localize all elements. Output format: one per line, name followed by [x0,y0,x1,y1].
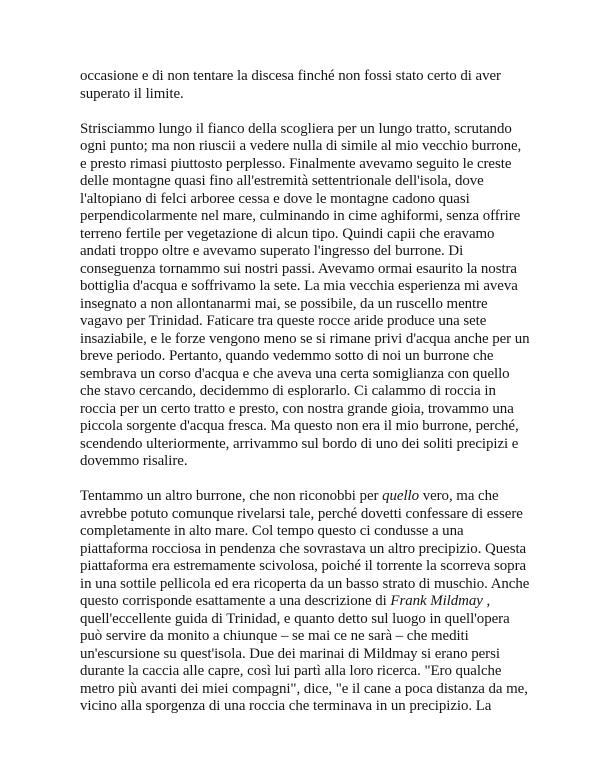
text-segment: occasione e di non tentare la discesa finché non fossi stato certo di aver [80,68,501,84]
text-line [80,681,540,699]
text-segment: scendendo ulteriormente, arrivammo sul bordo di uno dei soliti precipizi e [80,435,519,452]
text-line [80,156,540,174]
text-segment: delle montagne quasi fino all'estremità settentrionale dell'isola, dove [80,173,484,189]
text-line [80,576,540,594]
text-line [80,628,540,646]
text-segment: dovemmo risalire. [80,453,188,469]
text-segment: può servire da monito a chiunque – se mai ce ne sarà – che mediti [80,628,469,644]
text-line [80,348,540,366]
text-segment: insegnato a non allontanarmi mai, se possibile, da un ruscello mentre [80,295,488,312]
text-segment: piattaforma era estremamente scivolosa, poiché il torrente la scorreva sopra [80,558,527,574]
text-line [80,541,540,559]
text-segment: vicino alla sporgenza di una roccia che terminava in un precipizio. La [80,698,492,714]
paragraph [80,68,540,103]
text-segment: un'escursione su quest'isola. Due dei marinai di Mildmay si erano persi [80,645,500,662]
text-segment: ogni punto; ma non riuscii a vedere nulla di simile al mio vecchio burrone, [80,138,522,154]
text-segment: breve periodo. Pertanto, quando vedemmo sotto di noi un burrone che [80,348,494,364]
text-segment: questo corrisponde esattamente a una descrizione di [80,593,391,609]
text-line [80,68,540,86]
text-line [80,593,540,611]
text-line [80,646,540,664]
text-segment: avrebbe potuto comunque rivelarsi tale, perché dovetti confessare di essere [80,505,523,522]
text-segment: terreno fertile per vegetazione di alcun tipo. Quindi capii che eravamo [80,225,495,242]
text-segment: quell'eccellente guida di Trinidad, e quanto detto sul luogo in quell'opera [80,610,510,627]
text-line [80,331,540,349]
text-line [80,366,540,384]
text-line [80,86,540,104]
italic-text: quello [382,488,420,504]
text-segment: superato il limite. [80,85,184,102]
text-segment: piattaforma rocciosa in pendenza che sovrastava un altro precipizio. Questa [80,540,527,557]
document-page [80,68,540,716]
text-line [80,261,540,279]
text-segment: , [482,593,491,609]
text-segment: insaziabile, e le forze vengono meno se si rimane privi d'acqua anche per un [80,330,530,347]
text-line [80,663,540,681]
text-line [80,138,540,156]
text-segment: vero, ma che [419,488,499,504]
paragraph [80,121,540,471]
text-line [80,191,540,209]
text-line [80,453,540,471]
text-line [80,173,540,191]
text-segment: metro più avanti dei miei compagni", dice, "e il cane a poca distanza da me, [80,680,528,697]
text-segment: che stavo cercando, decidemmo di esplorarlo. Ci calammo di roccia in [80,383,496,399]
text-line [80,383,540,401]
text-line [80,698,540,716]
text-segment: conseguenza tornammo sui nostri passi. Avevamo ormai esaurito la nostra [80,260,517,277]
text-segment: piccola sorgente d'acqua fresca. Ma questo non era il mio burrone, perché, [80,418,519,434]
text-line [80,418,540,436]
text-line [80,208,540,226]
text-line [80,226,540,244]
text-line [80,523,540,541]
text-segment: e presto rimasi piuttosto perplesso. Finalmente avevamo seguito le creste [80,155,512,172]
text-line [80,506,540,524]
text-line [80,436,540,454]
text-segment: vagavo per Trinidad. Faticare tra queste rocce aride produce una sete [80,313,487,329]
text-line [80,488,540,506]
text-line [80,401,540,419]
text-segment: Tentammo un altro burrone, che non riconobbi per [80,488,383,504]
text-segment: l'altopiano di felci arboree cessa e dove le montagne cadono quasi [80,190,470,207]
text-line [80,121,540,139]
italic-text: Frank Mildmay [390,593,483,609]
text-line [80,611,540,629]
text-segment: roccia per un certo tratto e presto, con nostra grande gioia, trovammo una [80,400,514,417]
text-line [80,558,540,576]
text-segment: sembrava un corso d'acqua e che aveva una certa somiglianza con quello [80,365,510,382]
text-segment: durante la caccia alle capre, così lui partì alla loro ricerca. "Ero qualche [80,663,502,679]
text-segment: perpendicolarmente nel mare, culminando in cime aghiformi, senza offrire [80,208,521,224]
text-segment: bottiglia d'acqua e soffrivamo la sete. La mia vecchia esperienza mi aveva [80,278,518,294]
text-line [80,313,540,331]
text-segment: Strisciammo lungo il fianco della scogliera per un lungo tratto, scrutando [80,120,512,137]
text-segment: in una sottile pellicola ed era ricoperta da un basso strato di muschio. Anche [80,575,530,592]
text-line [80,243,540,261]
text-segment: andati troppo oltre e avevamo superato l'ingresso del burrone. Di [80,243,464,259]
text-line [80,278,540,296]
text-segment: completamente in alto mare. Col tempo questo ci condusse a una [80,523,464,539]
text-line [80,296,540,314]
paragraph [80,488,540,716]
